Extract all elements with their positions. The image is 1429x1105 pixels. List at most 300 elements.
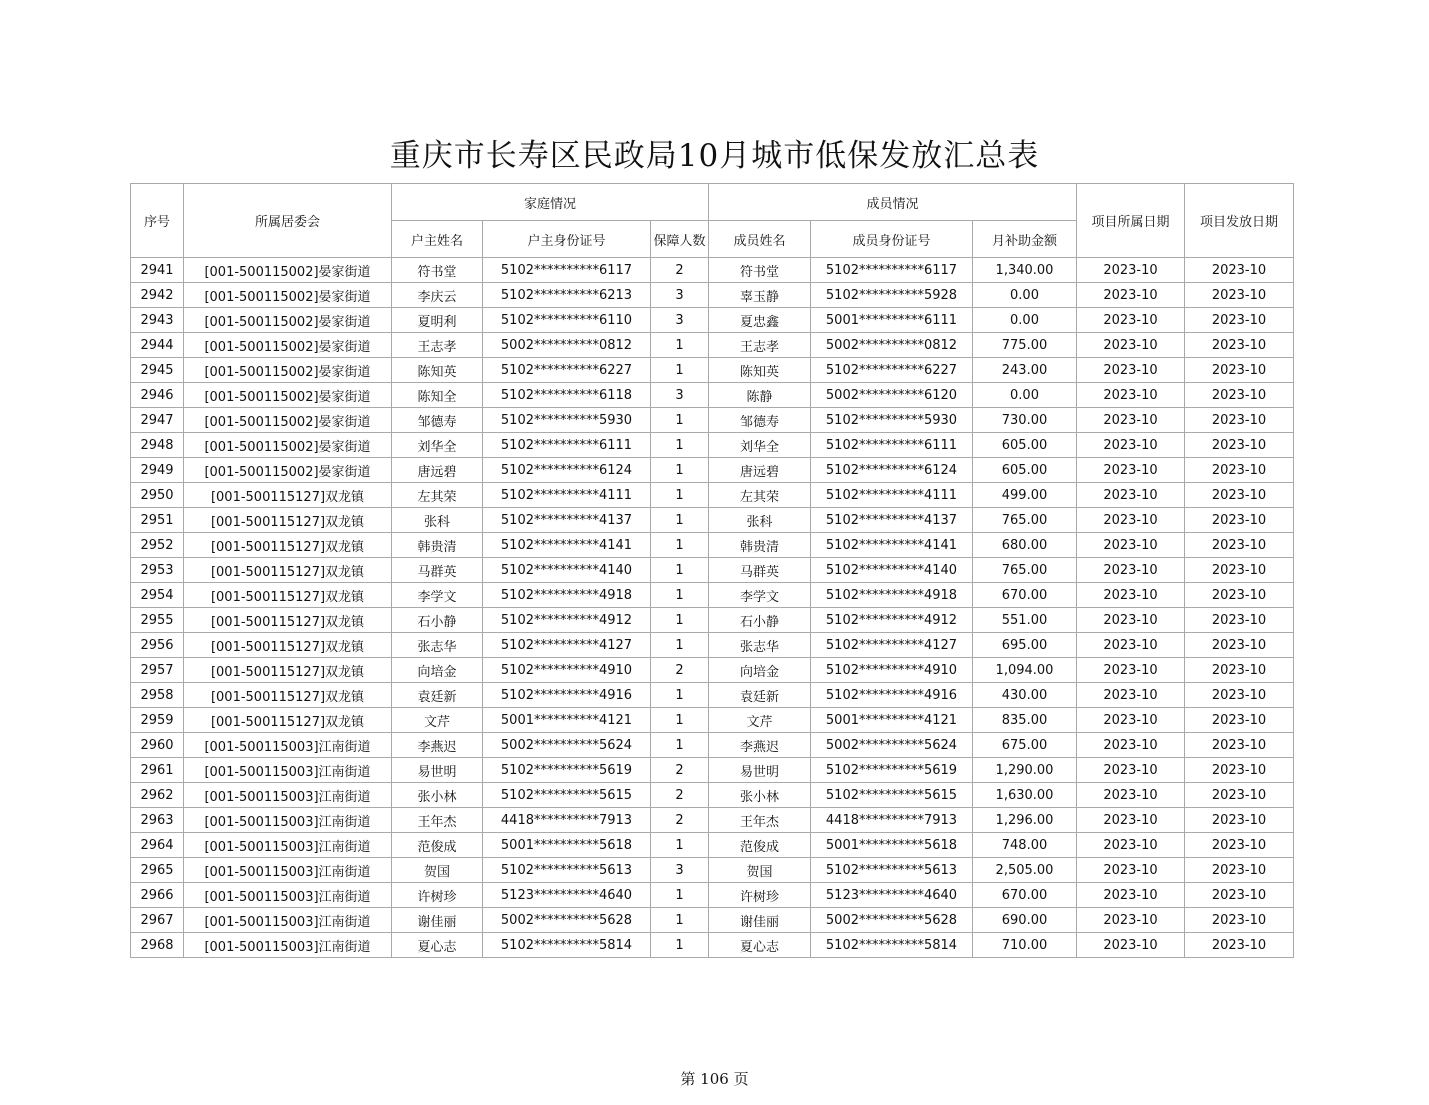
cell-community: [001-500115003]江南街道	[184, 933, 392, 958]
cell-issue-date: 2023-10	[1185, 333, 1294, 358]
cell-covered: 1	[651, 883, 709, 908]
cell-covered: 2	[651, 758, 709, 783]
cell-head-id: 5102**********4910	[483, 658, 651, 683]
cell-issue-date: 2023-10	[1185, 758, 1294, 783]
cell-amount: 605.00	[973, 433, 1077, 458]
cell-head-name: 马群英	[392, 558, 483, 583]
cell-seq: 2958	[131, 683, 184, 708]
table-row	[131, 708, 1294, 733]
table-row	[131, 683, 1294, 708]
cell-member-name: 左其荣	[709, 483, 811, 508]
cell-seq: 2967	[131, 908, 184, 933]
cell-amount: 499.00	[973, 483, 1077, 508]
cell-covered: 2	[651, 658, 709, 683]
table-row	[131, 333, 1294, 358]
cell-belong-date: 2023-10	[1077, 883, 1185, 908]
cell-amount: 1,296.00	[973, 808, 1077, 833]
table-row	[131, 733, 1294, 758]
table-row	[131, 908, 1294, 933]
cell-community: [001-500115003]江南街道	[184, 758, 392, 783]
cell-community: [001-500115127]双龙镇	[184, 558, 392, 583]
cell-community: [001-500115003]江南街道	[184, 733, 392, 758]
cell-member-name: 易世明	[709, 758, 811, 783]
cell-member-name: 李学文	[709, 583, 811, 608]
cell-member-name: 辜玉静	[709, 283, 811, 308]
table-row	[131, 358, 1294, 383]
cell-head-name: 唐远碧	[392, 458, 483, 483]
table-body	[131, 258, 1294, 958]
cell-belong-date: 2023-10	[1077, 608, 1185, 633]
cell-covered: 2	[651, 783, 709, 808]
cell-member-id: 5002**********5624	[811, 733, 973, 758]
cell-member-id: 5102**********4912	[811, 608, 973, 633]
cell-head-name: 贺国	[392, 858, 483, 883]
cell-head-name: 向培金	[392, 658, 483, 683]
cell-covered: 2	[651, 258, 709, 283]
cell-head-name: 张志华	[392, 633, 483, 658]
cell-belong-date: 2023-10	[1077, 558, 1185, 583]
cell-member-name: 张志华	[709, 633, 811, 658]
cell-issue-date: 2023-10	[1185, 258, 1294, 283]
cell-head-name: 刘华全	[392, 433, 483, 458]
cell-issue-date: 2023-10	[1185, 533, 1294, 558]
cell-covered: 3	[651, 308, 709, 333]
cell-head-name: 张科	[392, 508, 483, 533]
cell-amount: 730.00	[973, 408, 1077, 433]
cell-community: [001-500115002]晏家街道	[184, 458, 392, 483]
cell-member-name: 符书堂	[709, 258, 811, 283]
cell-issue-date: 2023-10	[1185, 483, 1294, 508]
cell-belong-date: 2023-10	[1077, 933, 1185, 958]
cell-member-id: 5102**********6227	[811, 358, 973, 383]
cell-member-name: 韩贵清	[709, 533, 811, 558]
cell-head-id: 5102**********4140	[483, 558, 651, 583]
table-row	[131, 658, 1294, 683]
cell-belong-date: 2023-10	[1077, 658, 1185, 683]
cell-belong-date: 2023-10	[1077, 808, 1185, 833]
cell-covered: 1	[651, 508, 709, 533]
cell-amount: 675.00	[973, 733, 1077, 758]
cell-covered: 2	[651, 808, 709, 833]
cell-member-name: 向培金	[709, 658, 811, 683]
cell-head-id: 5102**********6117	[483, 258, 651, 283]
cell-head-name: 夏心志	[392, 933, 483, 958]
cell-community: [001-500115127]双龙镇	[184, 508, 392, 533]
table-row	[131, 858, 1294, 883]
cell-head-name: 符书堂	[392, 258, 483, 283]
cell-covered: 1	[651, 458, 709, 483]
cell-covered: 1	[651, 708, 709, 733]
cell-amount: 670.00	[973, 883, 1077, 908]
cell-member-id: 5002**********6120	[811, 383, 973, 408]
cell-belong-date: 2023-10	[1077, 333, 1185, 358]
cell-covered: 1	[651, 558, 709, 583]
cell-belong-date: 2023-10	[1077, 758, 1185, 783]
cell-head-id: 5002**********5624	[483, 733, 651, 758]
cell-head-id: 5102**********5613	[483, 858, 651, 883]
cell-head-name: 韩贵清	[392, 533, 483, 558]
cell-head-name: 谢佳丽	[392, 908, 483, 933]
cell-belong-date: 2023-10	[1077, 433, 1185, 458]
table-row	[131, 483, 1294, 508]
cell-community: [001-500115002]晏家街道	[184, 308, 392, 333]
cell-issue-date: 2023-10	[1185, 733, 1294, 758]
table-header	[131, 184, 1294, 258]
cell-issue-date: 2023-10	[1185, 283, 1294, 308]
cell-member-id: 5102**********4916	[811, 683, 973, 708]
cell-head-id: 5102**********6110	[483, 308, 651, 333]
cell-belong-date: 2023-10	[1077, 708, 1185, 733]
cell-member-name: 邹德寿	[709, 408, 811, 433]
table-row	[131, 408, 1294, 433]
cell-member-id: 5102**********6124	[811, 458, 973, 483]
cell-head-name: 易世明	[392, 758, 483, 783]
cell-seq: 2961	[131, 758, 184, 783]
cell-belong-date: 2023-10	[1077, 258, 1185, 283]
cell-belong-date: 2023-10	[1077, 283, 1185, 308]
cell-member-name: 王志孝	[709, 333, 811, 358]
header-issue-date: 项目发放日期	[1185, 184, 1294, 258]
table-row	[131, 283, 1294, 308]
cell-belong-date: 2023-10	[1077, 733, 1185, 758]
cell-head-id: 5001**********4121	[483, 708, 651, 733]
cell-seq: 2943	[131, 308, 184, 333]
cell-issue-date: 2023-10	[1185, 708, 1294, 733]
cell-head-id: 5102**********5619	[483, 758, 651, 783]
cell-community: [001-500115003]江南街道	[184, 808, 392, 833]
cell-community: [001-500115002]晏家街道	[184, 258, 392, 283]
cell-community: [001-500115127]双龙镇	[184, 583, 392, 608]
cell-member-id: 5102**********6111	[811, 433, 973, 458]
table-row	[131, 808, 1294, 833]
cell-community: [001-500115127]双龙镇	[184, 633, 392, 658]
cell-seq: 2965	[131, 858, 184, 883]
cell-belong-date: 2023-10	[1077, 358, 1185, 383]
header-head-id: 户主身份证号	[483, 221, 651, 258]
cell-issue-date: 2023-10	[1185, 908, 1294, 933]
cell-community: [001-500115003]江南街道	[184, 858, 392, 883]
cell-issue-date: 2023-10	[1185, 783, 1294, 808]
cell-head-id: 5102**********4916	[483, 683, 651, 708]
cell-covered: 1	[651, 833, 709, 858]
cell-community: [001-500115003]江南街道	[184, 833, 392, 858]
table-row	[131, 533, 1294, 558]
cell-issue-date: 2023-10	[1185, 883, 1294, 908]
cell-head-name: 袁廷新	[392, 683, 483, 708]
cell-member-id: 4418**********7913	[811, 808, 973, 833]
cell-amount: 0.00	[973, 383, 1077, 408]
cell-amount: 710.00	[973, 933, 1077, 958]
cell-issue-date: 2023-10	[1185, 683, 1294, 708]
header-head-name: 户主姓名	[392, 221, 483, 258]
cell-head-id: 5002**********0812	[483, 333, 651, 358]
cell-community: [001-500115002]晏家街道	[184, 383, 392, 408]
cell-seq: 2950	[131, 483, 184, 508]
cell-seq: 2944	[131, 333, 184, 358]
cell-seq: 2949	[131, 458, 184, 483]
cell-seq: 2946	[131, 383, 184, 408]
cell-head-id: 5102**********5814	[483, 933, 651, 958]
cell-covered: 1	[651, 433, 709, 458]
header-covered: 保障人数	[651, 221, 709, 258]
cell-seq: 2941	[131, 258, 184, 283]
cell-amount: 1,094.00	[973, 658, 1077, 683]
cell-amount: 2,505.00	[973, 858, 1077, 883]
cell-member-name: 谢佳丽	[709, 908, 811, 933]
cell-belong-date: 2023-10	[1077, 858, 1185, 883]
cell-amount: 748.00	[973, 833, 1077, 858]
header-member-id: 成员身份证号	[811, 221, 973, 258]
table-row	[131, 758, 1294, 783]
cell-member-name: 陈静	[709, 383, 811, 408]
cell-head-name: 李学文	[392, 583, 483, 608]
cell-community: [001-500115003]江南街道	[184, 783, 392, 808]
cell-belong-date: 2023-10	[1077, 583, 1185, 608]
cell-member-id: 5002**********5628	[811, 908, 973, 933]
cell-issue-date: 2023-10	[1185, 633, 1294, 658]
cell-seq: 2954	[131, 583, 184, 608]
cell-member-name: 刘华全	[709, 433, 811, 458]
cell-head-name: 陈知全	[392, 383, 483, 408]
table-row	[131, 583, 1294, 608]
cell-member-id: 5102**********5930	[811, 408, 973, 433]
header-family-group: 家庭情况	[392, 184, 709, 221]
cell-seq: 2966	[131, 883, 184, 908]
cell-member-name: 马群英	[709, 558, 811, 583]
cell-head-id: 5102**********6111	[483, 433, 651, 458]
cell-belong-date: 2023-10	[1077, 408, 1185, 433]
cell-community: [001-500115127]双龙镇	[184, 683, 392, 708]
cell-seq: 2968	[131, 933, 184, 958]
cell-head-id: 5102**********4137	[483, 508, 651, 533]
cell-belong-date: 2023-10	[1077, 783, 1185, 808]
cell-covered: 3	[651, 858, 709, 883]
cell-issue-date: 2023-10	[1185, 658, 1294, 683]
cell-member-id: 5102**********5619	[811, 758, 973, 783]
cell-member-name: 袁廷新	[709, 683, 811, 708]
cell-head-name: 王志孝	[392, 333, 483, 358]
cell-seq: 2945	[131, 358, 184, 383]
cell-belong-date: 2023-10	[1077, 908, 1185, 933]
cell-head-name: 左其荣	[392, 483, 483, 508]
cell-head-id: 5102**********4141	[483, 533, 651, 558]
cell-seq: 2962	[131, 783, 184, 808]
cell-seq: 2957	[131, 658, 184, 683]
cell-covered: 3	[651, 383, 709, 408]
cell-community: [001-500115002]晏家街道	[184, 333, 392, 358]
cell-head-name: 范俊成	[392, 833, 483, 858]
cell-member-name: 石小静	[709, 608, 811, 633]
cell-covered: 1	[651, 583, 709, 608]
allowance-table	[130, 183, 1294, 958]
cell-covered: 1	[651, 358, 709, 383]
cell-covered: 1	[651, 908, 709, 933]
cell-head-name: 文芹	[392, 708, 483, 733]
cell-amount: 1,290.00	[973, 758, 1077, 783]
cell-seq: 2960	[131, 733, 184, 758]
cell-belong-date: 2023-10	[1077, 833, 1185, 858]
cell-covered: 1	[651, 408, 709, 433]
cell-head-name: 石小静	[392, 608, 483, 633]
cell-amount: 243.00	[973, 358, 1077, 383]
cell-seq: 2953	[131, 558, 184, 583]
cell-member-name: 唐远碧	[709, 458, 811, 483]
cell-community: [001-500115003]江南街道	[184, 883, 392, 908]
cell-head-id: 4418**********7913	[483, 808, 651, 833]
cell-member-id: 5001**********5618	[811, 833, 973, 858]
cell-member-id: 5102**********4127	[811, 633, 973, 658]
cell-covered: 1	[651, 933, 709, 958]
cell-belong-date: 2023-10	[1077, 633, 1185, 658]
cell-amount: 775.00	[973, 333, 1077, 358]
cell-member-id: 5102**********5615	[811, 783, 973, 808]
cell-member-id: 5102**********5928	[811, 283, 973, 308]
cell-member-id: 5002**********0812	[811, 333, 973, 358]
cell-amount: 690.00	[973, 908, 1077, 933]
cell-member-id: 5102**********5814	[811, 933, 973, 958]
cell-head-id: 5102**********6118	[483, 383, 651, 408]
cell-belong-date: 2023-10	[1077, 383, 1185, 408]
table-row	[131, 383, 1294, 408]
cell-community: [001-500115002]晏家街道	[184, 408, 392, 433]
cell-member-name: 李燕迟	[709, 733, 811, 758]
cell-seq: 2948	[131, 433, 184, 458]
cell-member-name: 张科	[709, 508, 811, 533]
cell-community: [001-500115127]双龙镇	[184, 533, 392, 558]
cell-community: [001-500115003]江南街道	[184, 908, 392, 933]
table-row	[131, 558, 1294, 583]
cell-belong-date: 2023-10	[1077, 308, 1185, 333]
cell-head-id: 5002**********5628	[483, 908, 651, 933]
cell-member-name: 陈知英	[709, 358, 811, 383]
cell-seq: 2959	[131, 708, 184, 733]
cell-covered: 1	[651, 533, 709, 558]
cell-member-id: 5102**********4140	[811, 558, 973, 583]
table-row	[131, 883, 1294, 908]
cell-issue-date: 2023-10	[1185, 858, 1294, 883]
cell-community: [001-500115002]晏家街道	[184, 433, 392, 458]
cell-head-id: 5123**********4640	[483, 883, 651, 908]
cell-member-name: 文芹	[709, 708, 811, 733]
table-row	[131, 608, 1294, 633]
cell-amount: 680.00	[973, 533, 1077, 558]
cell-seq: 2956	[131, 633, 184, 658]
cell-community: [001-500115127]双龙镇	[184, 608, 392, 633]
header-amount: 月补助金额	[973, 221, 1077, 258]
cell-member-id: 5102**********4141	[811, 533, 973, 558]
cell-issue-date: 2023-10	[1185, 833, 1294, 858]
cell-community: [001-500115127]双龙镇	[184, 708, 392, 733]
cell-belong-date: 2023-10	[1077, 683, 1185, 708]
table-row	[131, 633, 1294, 658]
cell-head-id: 5102**********6213	[483, 283, 651, 308]
cell-belong-date: 2023-10	[1077, 508, 1185, 533]
cell-amount: 670.00	[973, 583, 1077, 608]
cell-belong-date: 2023-10	[1077, 458, 1185, 483]
cell-head-name: 许树珍	[392, 883, 483, 908]
cell-covered: 1	[651, 483, 709, 508]
cell-belong-date: 2023-10	[1077, 483, 1185, 508]
cell-member-name: 夏心志	[709, 933, 811, 958]
cell-head-id: 5102**********4127	[483, 633, 651, 658]
cell-issue-date: 2023-10	[1185, 558, 1294, 583]
cell-seq: 2952	[131, 533, 184, 558]
cell-member-id: 5102**********4111	[811, 483, 973, 508]
cell-head-name: 李燕迟	[392, 733, 483, 758]
cell-head-id: 5001**********5618	[483, 833, 651, 858]
table-row	[131, 458, 1294, 483]
cell-member-name: 贺国	[709, 858, 811, 883]
cell-issue-date: 2023-10	[1185, 408, 1294, 433]
cell-amount: 765.00	[973, 508, 1077, 533]
cell-covered: 1	[651, 608, 709, 633]
cell-issue-date: 2023-10	[1185, 358, 1294, 383]
cell-issue-date: 2023-10	[1185, 508, 1294, 533]
header-member-group: 成员情况	[709, 184, 1077, 221]
cell-head-name: 陈知英	[392, 358, 483, 383]
cell-covered: 3	[651, 283, 709, 308]
table-row	[131, 433, 1294, 458]
cell-issue-date: 2023-10	[1185, 933, 1294, 958]
cell-seq: 2942	[131, 283, 184, 308]
cell-issue-date: 2023-10	[1185, 608, 1294, 633]
cell-seq: 2951	[131, 508, 184, 533]
cell-seq: 2955	[131, 608, 184, 633]
cell-amount: 0.00	[973, 283, 1077, 308]
cell-amount: 430.00	[973, 683, 1077, 708]
cell-covered: 1	[651, 683, 709, 708]
cell-member-id: 5102**********4137	[811, 508, 973, 533]
cell-member-id: 5102**********5613	[811, 858, 973, 883]
cell-belong-date: 2023-10	[1077, 533, 1185, 558]
cell-seq: 2964	[131, 833, 184, 858]
cell-member-name: 张小林	[709, 783, 811, 808]
cell-amount: 695.00	[973, 633, 1077, 658]
table-row	[131, 308, 1294, 333]
cell-amount: 551.00	[973, 608, 1077, 633]
header-member-name: 成员姓名	[709, 221, 811, 258]
cell-member-id: 5001**********6111	[811, 308, 973, 333]
cell-amount: 605.00	[973, 458, 1077, 483]
cell-head-id: 5102**********5615	[483, 783, 651, 808]
header-seq: 序号	[131, 184, 184, 258]
cell-issue-date: 2023-10	[1185, 433, 1294, 458]
cell-amount: 765.00	[973, 558, 1077, 583]
cell-member-name: 夏忠鑫	[709, 308, 811, 333]
cell-issue-date: 2023-10	[1185, 808, 1294, 833]
cell-issue-date: 2023-10	[1185, 383, 1294, 408]
cell-head-id: 5102**********4111	[483, 483, 651, 508]
table-row	[131, 933, 1294, 958]
table-row	[131, 258, 1294, 283]
page-number: 第 106 页	[680, 1070, 749, 1088]
table-row	[131, 783, 1294, 808]
table-row	[131, 833, 1294, 858]
cell-member-id: 5102**********4918	[811, 583, 973, 608]
cell-head-name: 夏明利	[392, 308, 483, 333]
cell-covered: 1	[651, 333, 709, 358]
page-title: 重庆市长寿区民政局10月城市低保发放汇总表	[389, 138, 1040, 174]
cell-amount: 835.00	[973, 708, 1077, 733]
cell-covered: 1	[651, 733, 709, 758]
cell-member-id: 5001**********4121	[811, 708, 973, 733]
cell-community: [001-500115002]晏家街道	[184, 283, 392, 308]
cell-member-id: 5102**********6117	[811, 258, 973, 283]
cell-head-name: 张小林	[392, 783, 483, 808]
cell-covered: 1	[651, 633, 709, 658]
cell-community: [001-500115127]双龙镇	[184, 658, 392, 683]
cell-head-name: 邹德寿	[392, 408, 483, 433]
